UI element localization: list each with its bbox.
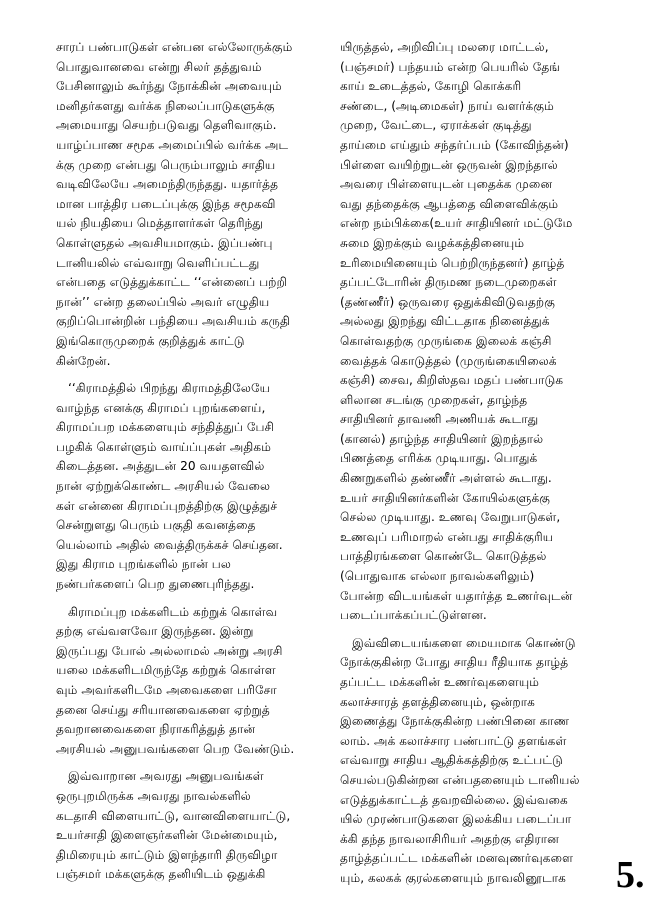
text-line: வும் அவர்களிடமே அவைகளை பரிசோ (56, 683, 277, 697)
text-line: கஞ்சி) சைவ, கிறிஸ்தவ மதப் பண்பாடுக (340, 373, 564, 388)
text-line: க்கி தந்த நாவலாசிரியர் அதற்கு எதிரான (340, 831, 559, 846)
text-line: பஞ்சமர் மக்களுக்கு தனியிடம் ஒதுக்கி (56, 867, 266, 882)
text-line: பாத்திரங்களை கொண்டே கொடுத்தல் (340, 549, 547, 564)
text-line: உணவுப் பரிமாறல் என்பது சாதிக்குரிய (340, 529, 554, 544)
text-line: (தண்ணீர்) ஒருவரை ஒதுக்கிவிடுவதற்கு (340, 294, 555, 309)
text-line: மான பாத்திர படைப்புக்கு இந்த சமூகவி (56, 196, 276, 211)
text-line: க்கு முறை என்பது பெரும்பாலும் சாதிய (56, 157, 276, 172)
text-line: பிள்ளை வயிற்றுடன் ஒருவன் இறந்தால் (340, 157, 558, 172)
text-line: இவ்வாறான அவரது அனுபவங்கள் (68, 769, 264, 784)
text-line: தப்பட்ட மக்களின் உணர்வுகளையும் (340, 675, 540, 689)
text-line: குறிப்பொன்றின் பந்தியை அவசியம் கருதி (56, 314, 290, 329)
text-line: கின்றேன். (56, 353, 111, 368)
text-line: காய் உடைத்தல், கோழி கொக்கரி (340, 79, 522, 94)
text-line: வாழ்ந்த எனக்கு கிராமப் புறங்களைய், (56, 400, 266, 415)
page-number: 5. (616, 854, 645, 896)
text-line: பேசினாலும் கூர்ந்து நோக்கின் அவையும் (56, 79, 282, 94)
text-line: கலாச்சாரத் தளத்தினையும், ஒன்றாக (340, 694, 535, 709)
text-line: உரிமையினையும் பெற்றிருந்தனர்) தாழ்த் (340, 255, 565, 270)
text-line: தற்கு எவ்வளவோ இருந்தன. இன்று (56, 624, 254, 639)
text-line: தாய்மை எய்தும் சந்தர்ப்பம் (கோவிந்தன்) (340, 137, 569, 152)
text-line: பிணத்தை எரிக்க முடியாது. பொதுக் (340, 451, 538, 466)
text-line: அல்லது இறந்து விட்டதாக நினைத்துக் (340, 314, 550, 329)
text-line: திமிரையும் காட்டும் இளந்தாரி திருவிழா (56, 847, 278, 862)
text-line: மனிதர்களது வர்க்க நிலைப்பாடுகளுக்கு (56, 98, 275, 113)
text-line: வடிவிலேயே அமைந்திருந்தது. யதார்த்த (56, 177, 279, 192)
text-line: சண்டை, (அடிமைகள்) நாய் வளர்க்கும் (340, 98, 554, 113)
text-line: சுமை இறக்கும் வழக்கத்தினையும் (340, 235, 525, 250)
text-line: அரசியல் அனுபவங்களை பெற வேண்டும். (56, 741, 295, 756)
text-line: கொள்வதற்கு முருங்கை இலைக் கஞ்சி (340, 333, 552, 348)
text-line: நான்’’ என்ற தலைப்பில் அவர் எழுதிய (56, 294, 270, 309)
text-line: பழகிக் கொள்ளும் வாய்ப்புகள் அதிகம் (56, 439, 272, 454)
text-line: நான் ஏற்றுக்கொண்ட அரசியல் வேலை (56, 479, 271, 494)
text-line: என்பதை எடுத்துக்காட்ட ‘‘என்னைப் பற்றி (56, 275, 288, 290)
text-line: கள் என்னை கிராமப்புறத்திற்கு இழுத்துச் (56, 498, 278, 513)
text-line: கடதாசி விளையாட்டு, வானவிளையாட்டு, (56, 808, 291, 823)
text-line: வது தந்தைக்கு ஆபத்தை விளைவிக்கும் (340, 196, 559, 211)
text-line: தனை செய்து சரியானவைகளை ஏற்றுத் (56, 702, 270, 717)
text-line: சாரப் பண்பாடுகள் என்பன எல்லோருக்கும் (56, 40, 293, 54)
text-line: இவ்விடையங்களை மையமாக கொண்டு (352, 635, 576, 650)
text-line: எடுத்துக்காட்டத் தவறவில்லை. இவ்வகை (340, 792, 568, 807)
text-line: யாழ்ப்பாண சமூக அமைப்பில் வர்க்க அட (56, 137, 289, 152)
text-line: முறை, வேட்டை, ஏராக்கள் குடித்து (340, 118, 532, 133)
right-paragraph-2 (340, 634, 605, 889)
text-line: (பஞ்சமர்) பந்தயம் என்ற பெயரில் தேங் (340, 59, 560, 74)
text-line: பொதுவானவை என்று சிலர் தத்துவம் (56, 59, 262, 74)
text-line: யலை மக்களிடமிருந்தே கற்றுக் கொள்ள (56, 663, 276, 678)
text-line: லாம். அக் கலாச்சார பண்பாட்டு தளங்கள் (340, 733, 567, 748)
left-paragraph-1 (56, 38, 318, 371)
text-line: யில் முரண்பாடுகளை இலக்கிய படைப்பா (340, 812, 572, 827)
text-line: போன்ற விடயங்கள் யதார்த்த உணர்வுடன் (340, 588, 573, 603)
text-line: உயர்சாதி இளைஞர்களின் மேன்மையும், (56, 828, 278, 843)
left-paragraph-4 (56, 767, 318, 885)
text-line: செல்ல முடியாது. உணவு வேறுபாடுகள், (340, 510, 561, 525)
text-line: கிராமப்பற மக்களையும் சந்தித்துப் பேசி (56, 420, 275, 435)
text-line: கிணறுகளில் தண்ணீர் அள்ளல் கூடாது. (340, 471, 552, 486)
text-line: நோக்குகின்ற போது சாதிய ரீதியாக தாழ்த் (340, 655, 569, 670)
text-line: தப்பட்டோரின் திருமண நடைமுறைகள் (340, 275, 557, 290)
text-line: கிடைத்தன. அத்துடன் 20 வயதளவில் (56, 459, 265, 474)
text-line: படைப்பாக்கப்பட்டுள்ளன. (340, 608, 487, 623)
text-line: ஒருபுறமிருக்க அவரது நாவல்களில் (56, 788, 251, 803)
text-line: சாதியினர் தாவணி அணியக் கூடாது (340, 412, 539, 427)
left-paragraph-2 (56, 379, 318, 595)
text-line: வைத்தக் கொடுத்தல் (முருங்கையிலைக் (340, 353, 557, 368)
text-line: அமையாது செயற்படுவது தெளிவாகும். (56, 118, 277, 133)
text-line: எவ்வாறு சாதிய ஆதிக்கத்திற்கு உட்பட்டு (340, 753, 563, 768)
text-line: இங்கொருமுறைக் குறித்துக் காட்டு (56, 333, 245, 348)
text-line: தவறானவைகளை நிராகரித்துத் தான் (56, 722, 256, 737)
text-line: அவரை பிள்ளையுடன் புதைக்க முனை (340, 177, 553, 192)
text-line: கொள்ளுதல் அவசியமாகும். இப்பண்பு (56, 235, 273, 250)
text-line: இணைத்து நோக்குகின்ற பண்பினை காண (340, 714, 570, 729)
text-line: தாழ்த்தப்பட்ட மக்களின் மனவுணர்வுகளை (340, 851, 574, 866)
text-line: டானியலில் எவ்வாறு வெளிப்பட்டது (56, 255, 260, 270)
text-line: ளிலான சடங்கு முறைகள், தாழ்ந்த (340, 392, 528, 407)
text-line: யல் நியதியை மெத்தாளர்கள் தெரிந்து (56, 216, 263, 231)
text-line: யிருத்தல், அறிவிப்பு மலரை மாட்டல், (340, 40, 549, 54)
text-line: நண்பர்களைப் பெற துணைபுரிந்தது. (56, 577, 255, 592)
text-line: செயல்படுகின்றன என்பதனையும் டானியல் (340, 772, 580, 787)
text-line: உயர் சாதியினர்களின் கோயில்களுக்கு (340, 490, 551, 505)
right-column (340, 38, 605, 897)
text-line: (பொதுவாக எல்லா நாவல்களிலும்) (340, 569, 535, 584)
text-line: (கானல்) தாழ்ந்த சாதியினர் இறந்தால் (340, 431, 544, 446)
text-line: ‘‘கிராமத்தில் பிறந்து கிராமத்திலேயே (68, 381, 271, 396)
text-line: கிராமப்புற மக்களிடம் கற்றுக் கொள்வ (68, 604, 278, 619)
text-line: யெல்லாம் அதில் வைத்திருக்கச் செய்தன. (56, 537, 283, 552)
text-line: இது கிராம புறங்களில் நான் பல (56, 557, 231, 572)
text-line: சென்றுளது பெரும் பகுதி கவனத்தை (56, 518, 256, 533)
left-column (56, 38, 318, 893)
right-paragraph-1 (340, 38, 605, 626)
text-line: யும், கலகக் குரல்களையும் நாவலினூடாக (340, 870, 566, 885)
left-paragraph-3 (56, 603, 318, 760)
text-line: இருப்பது போல் அல்லாமல் அன்று அரசி (56, 643, 283, 658)
text-line: என்ற நம்பிக்கை(உயர் சாதியினர் மட்டுமே (340, 216, 573, 231)
